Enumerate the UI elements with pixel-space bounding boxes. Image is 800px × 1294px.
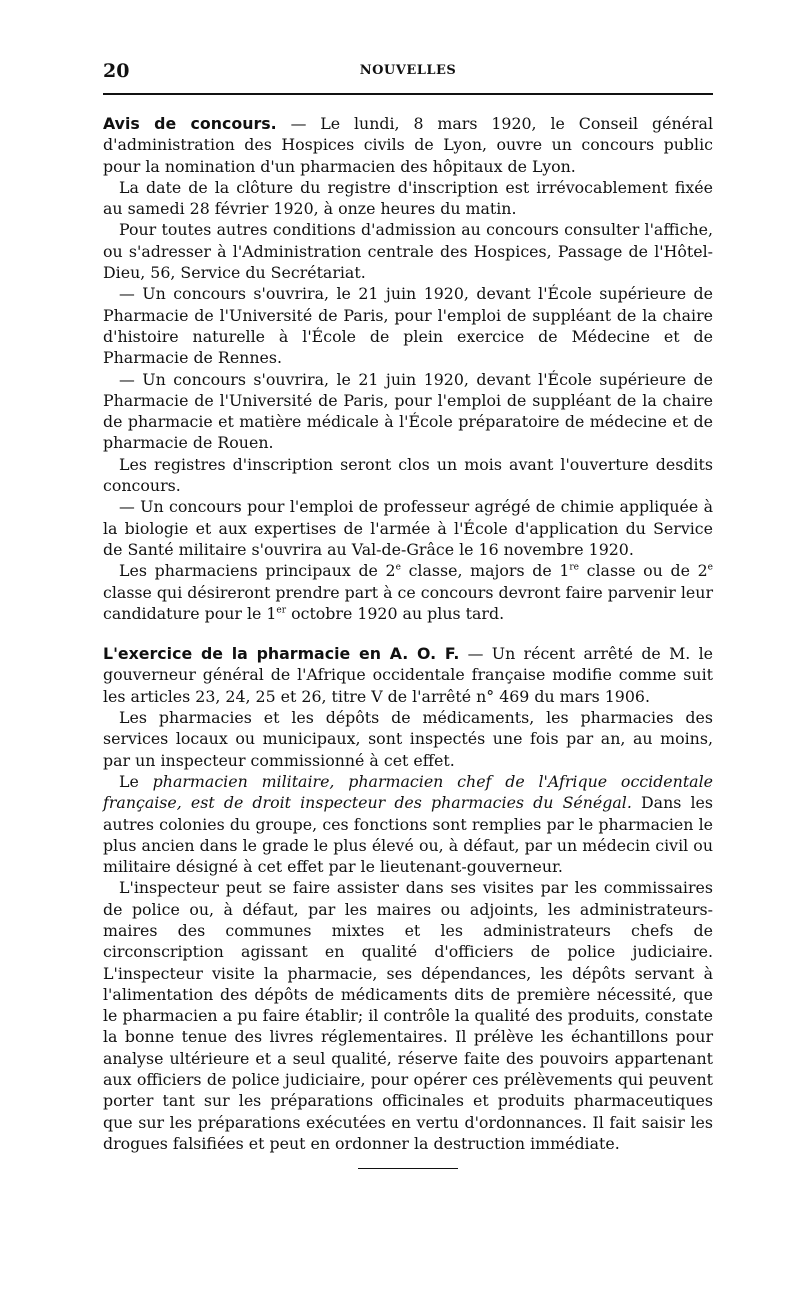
running-title: NOUVELLES bbox=[359, 63, 457, 78]
section-heading: L'exercice de la pharmacie en A. O. F. bbox=[103, 644, 460, 664]
end-rule bbox=[358, 1168, 458, 1169]
paragraph: Les pharmacies et les dépôts de médicaments, les pharmacies des services locaux ou municipaux, sont inspectés une fois par an, au moins, par un inspecteur commissionné à cet effet. bbox=[103, 708, 713, 770]
section-heading: Avis de concours. bbox=[103, 114, 277, 133]
italic-text: pharmacien militaire, pharmacien chef de l'Afrique occidentale française, est de droit inspecteur des pharmacies du Sénégal. bbox=[103, 771, 713, 813]
page-number: 20 bbox=[103, 60, 130, 82]
section-gap bbox=[103, 624, 713, 643]
paragraph: Avis de concours. — Le lundi, 8 mars 1920, le Conseil général d'administration des Hospices civils de Lyon, ouvre un concours public pour la nomination d'un pharmacien des hôpitaux de Lyon. bbox=[103, 114, 714, 176]
section-avis-de-concours bbox=[103, 113, 713, 624]
paragraph: La date de la clôture du registre d'inscription est irrévocablement fixée au samedi 28 février 1920, à onze heures du matin. bbox=[103, 177, 713, 219]
paragraph: — Un concours s'ouvrira, le 21 juin 1920, devant l'École supérieure de Pharmacie de l'Université de Paris, pour l'emploi de suppléant de la chaire de pharmacie et matière médicale à l'École préparatoire de médecine et de pharmacie de Rouen. bbox=[103, 369, 713, 453]
paragraph: L'exercice de la pharmacie en A. O. F. — Un récent arrêté de M. le gouverneur général de l'Afrique occidentale française modifie comme suit les articles 23, 24, 25 et 26, titre V de l'arrêté n° 469 du mars 1906. bbox=[103, 644, 713, 706]
paragraph: Pour toutes autres conditions d'admission au concours consulter l'affiche, ou s'adresser à l'Administration centrale des Hospices, Passage de l'Hôtel-Dieu, 56, Service du Secrétariat. bbox=[103, 220, 713, 283]
paragraph: — Un concours pour l'emploi de professeur agrégé de chimie appliquée à la biologie et aux expertises de l'armée à l'École d'application du Service de Santé militaire s'ouvrira au Val-de-Grâce le 16 novembre 1920. bbox=[103, 497, 713, 559]
paragraph: Les pharmaciens principaux de 2e classe, majors de 1re classe ou de 2e classe qui désireront prendre part à ce concours devront faire parvenir leur candidature pour le 1er octobre 1920 au plus tard. bbox=[103, 561, 713, 623]
paragraph: Les registres d'inscription seront clos un mois avant l'ouverture desdits concours. bbox=[103, 454, 713, 496]
paragraph: — Un concours s'ouvrira, le 21 juin 1920, devant l'École supérieure de Pharmacie de l'Université de Paris, pour l'emploi de suppléant de la chaire d'histoire naturelle à l'École de plein exercice de Médecine et de Pharmacie de Rennes. bbox=[103, 284, 713, 368]
header-rule bbox=[103, 93, 713, 95]
paragraph: Le pharmacien militaire, pharmacien chef de l'Afrique occidentale française, est de droit inspecteur des pharmacies du Sénégal. Dans les autres colonies du groupe, ces fonctions sont remplies par le pharmacien le plus ancien dans le grade le plus élevé ou, à défaut, par un médecin civil ou militaire désigné à cet effet par le lieutenant-gouverneur. bbox=[103, 771, 714, 877]
section-pharmacie-aof bbox=[103, 643, 713, 1154]
page-content bbox=[103, 113, 713, 1169]
paragraph: L'inspecteur peut se faire assister dans ses visites par les commissaires de police ou, à défaut, par les maires ou adjoints, les administrateurs-maires des communes mixtes et les administrateurs chefs de circonscription agissant en qualité d'officiers de police judiciaire. L'inspecteur visite la pharmacie, ses dépendances, les dépôts servant à l'alimentation des dépôts de médicaments dits de première nécessité, que le pharmacien a pu faire établir; il contrôle la qualité des produits, constate la bonne tenue des livres réglementaires. Il prélève les échantillons pour analyse ultérieure et a seul qualité, réserve faite des pouvoirs appartenant aux officiers de police judiciaire, pour opérer ces prélèvements qui peuvent porter tant sur les préparations officinales et produits pharmaceutiques que sur les préparations exécutées en vertu d'ordonnances. Il fait saisir les drogues falsifiées et peut en ordonner la destruction immédiate. bbox=[103, 878, 713, 1153]
page-header bbox=[103, 60, 713, 84]
